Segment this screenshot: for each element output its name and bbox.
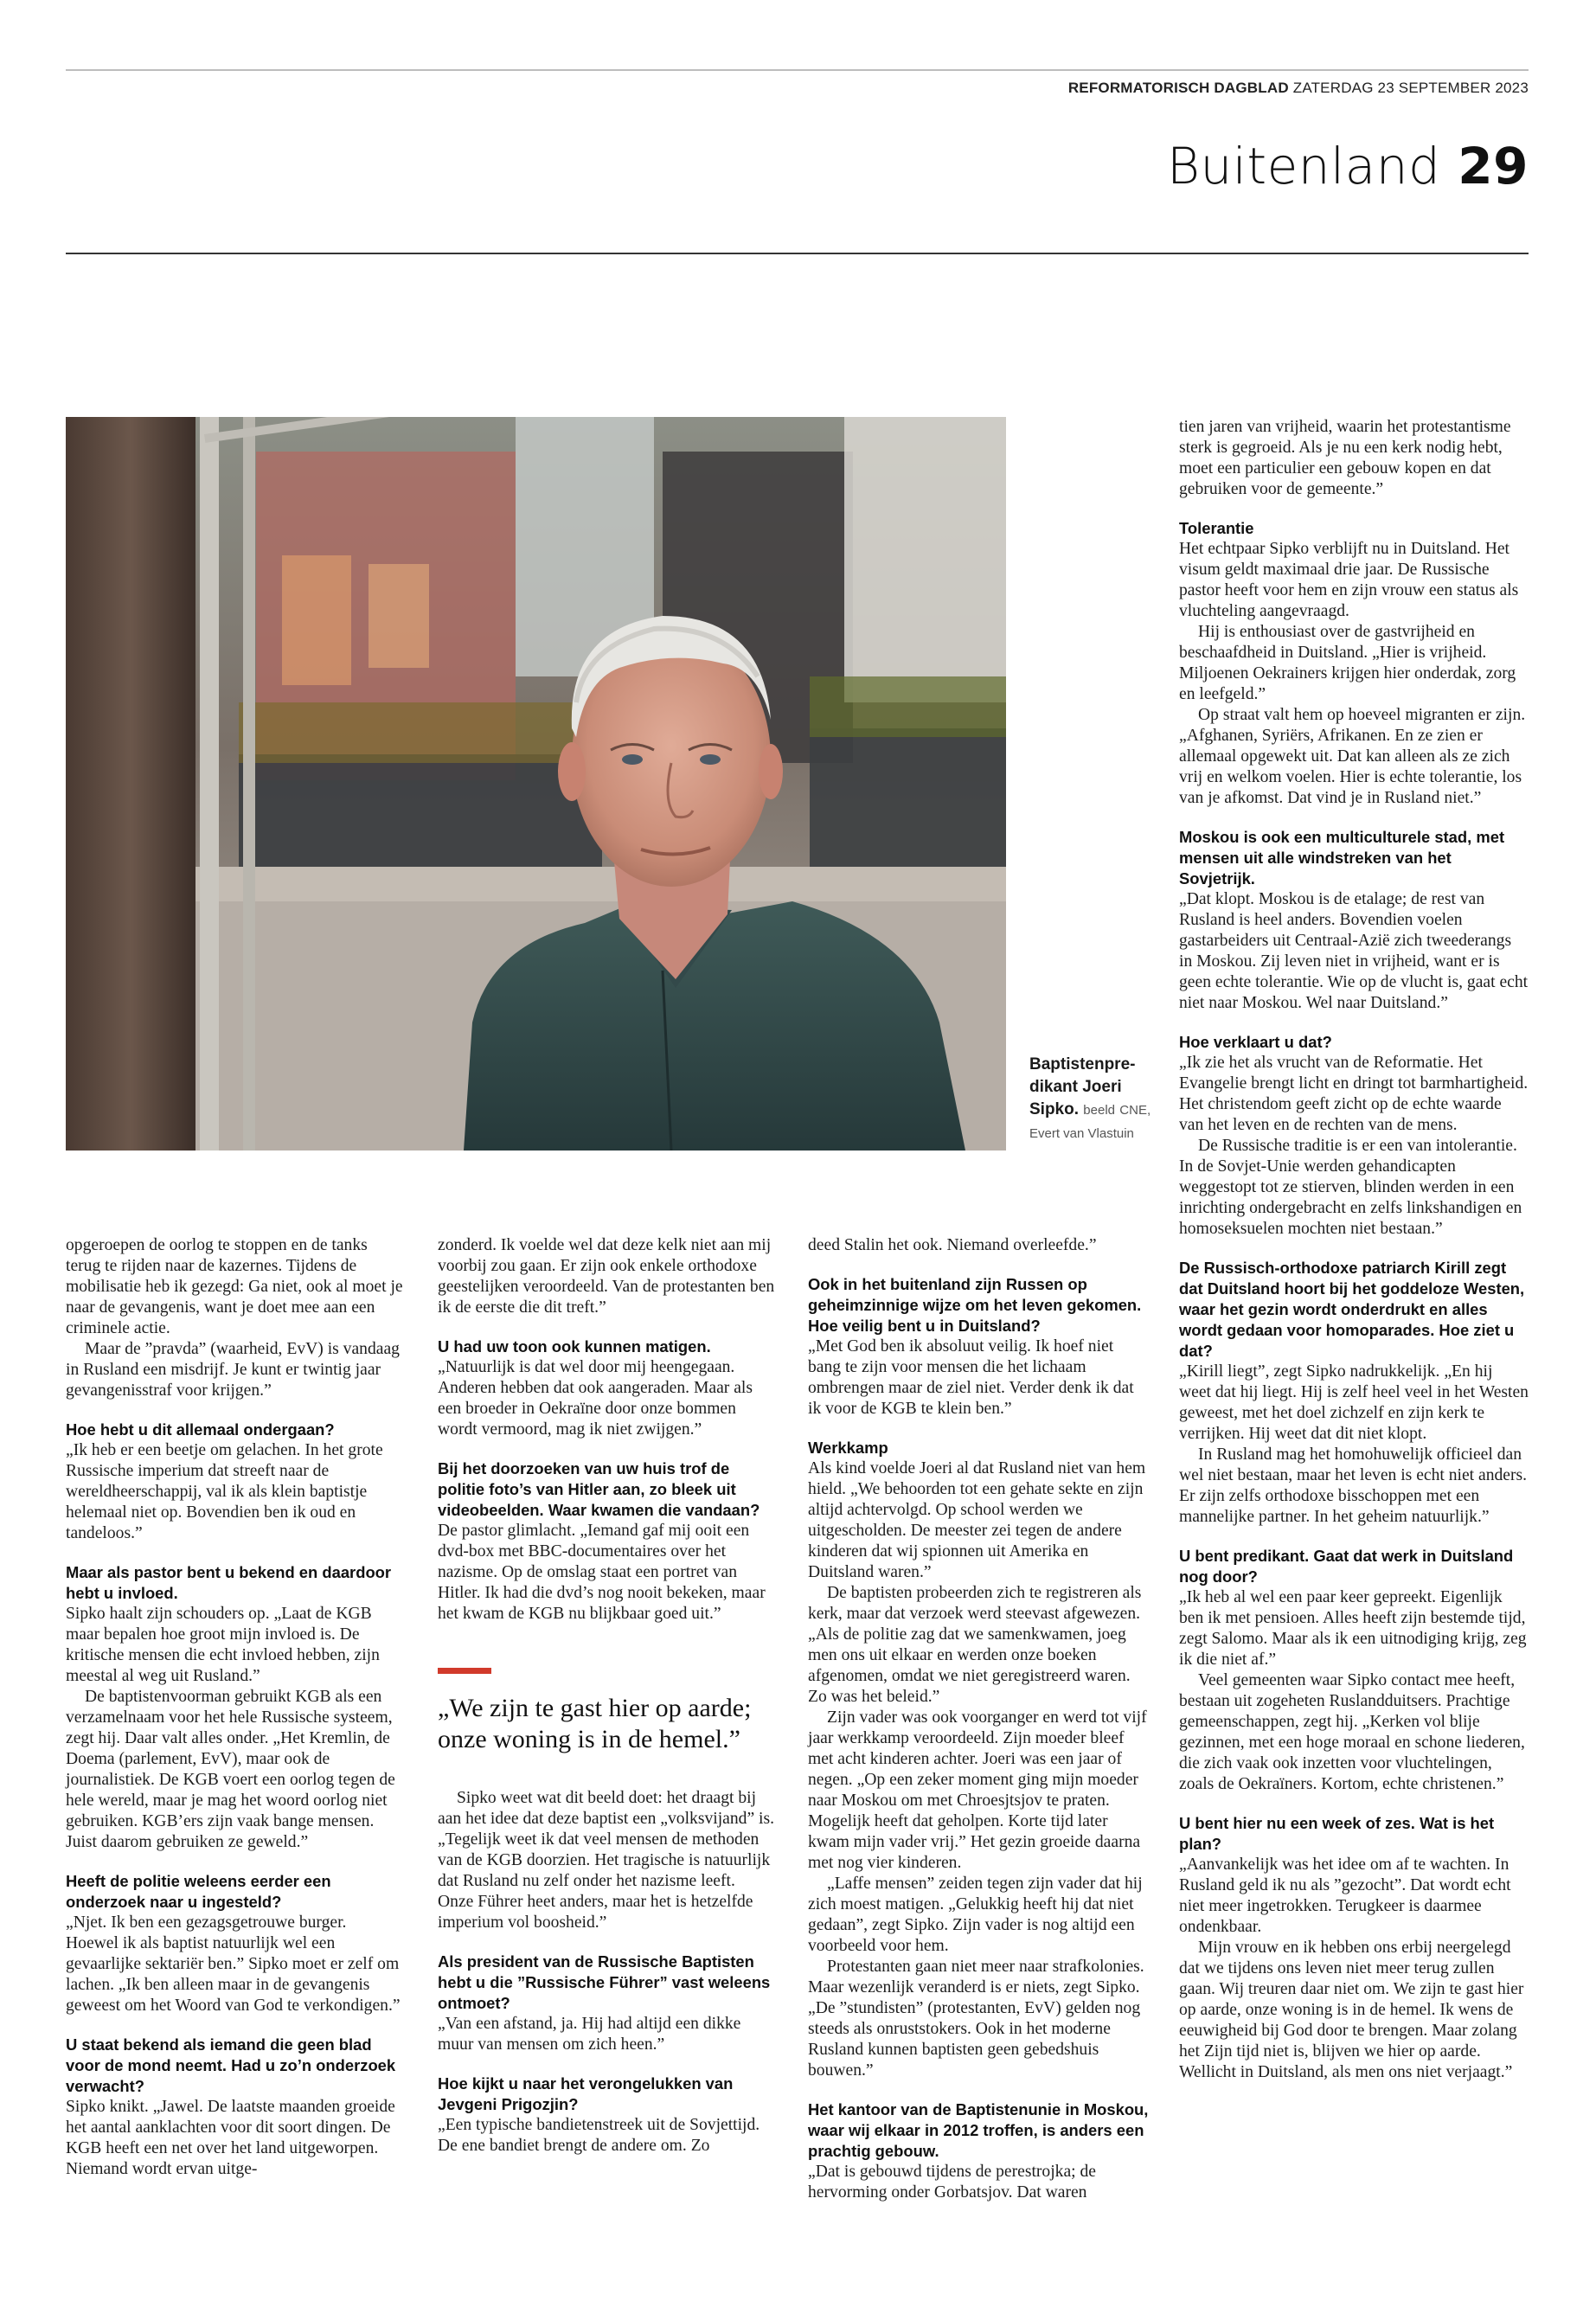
paragraph: „Met God ben ik absoluut veilig. Ik hoef niet bang te zijn voor mensen die het lichaam ombrengen maar de ziel niet. Verder denk ik dat ik voor de KGB te klein ben.” <box>808 1337 1134 1418</box>
interview-question: Ook in het buitenland zijn Russen op geheimzinnige wijze om het leven gekomen. Hoe veilig bent u in Duitsland? <box>808 1275 1142 1335</box>
top-rule <box>66 69 1529 71</box>
portrait-photo <box>66 417 1006 1150</box>
paragraph: „Natuurlijk is dat wel door mij heengegaan. Anderen hebben dat ook aangeraden. Maar als een broeder in Oekraïne door onze bommen wordt vermoord, mag ik niet zwijgen.” <box>438 1358 753 1439</box>
paragraph: De baptistenvoorman gebruikt KGB als een verzamelnaam voor het hele Russische systeem, zegt hij. Daar valt alles onder. „Het Kremlin, de Doema (parlement, EvV), maar ook de journalistiek. De KGB voert een oorlog tegen de hele wereld, maar je mag het woord oorlog niet gebruiken. KGB’ers zijn vaak bange mensen. Juist daarom gebruiken ze geweld.” <box>66 1688 395 1851</box>
paragraph: De baptisten probeerden zich te registreren als kerk, maar dat verzoek werd steevast afgewezen. „Als de politie zag dat we samenkwamen, joeg men ons uit elkaar en werden onze boeken afgenomen, omdat we niet geregistreerd waren. Zo was het beleid.” <box>808 1584 1142 1706</box>
paragraph: deed Stalin het ook. Niemand overleefde.” <box>808 1236 1097 1254</box>
photo-caption <box>1029 1054 1159 1145</box>
article-column-1 <box>66 1235 403 2180</box>
paragraph: „Kirill liegt”, zegt Sipko nadrukkelijk. „En hij weet dat hij liegt. Hij is zelf heel veel in het Westen geweest, met het doel zichzelf en zijn kerk te verrijken. Hij weet dat dit niet klopt. <box>1179 1362 1529 1443</box>
paragraph: „Aanvankelijk was het idee om af te wachten. In Rusland geld ik nu als ”gezocht”. Dat wordt echt niet meer ingetrokken. Terugkeer is daarmee ondenkbaar. <box>1179 1856 1511 1936</box>
paragraph: „Een typische bandietenstreek uit de Sovjettijd. De ene bandiet brengt de andere om. Zo <box>438 2116 760 2155</box>
interview-question: De Russisch-orthodoxe patriarch Kirill zegt dat Duitsland hoort bij het goddeloze Westen, waar het gezin wordt onderdrukt en alles wordt gedaan voor homoparades. Hoe ziet u dat? <box>1179 1259 1525 1360</box>
paragraph: Als kind voelde Joeri al dat Rusland niet van hem hield. „We behoorden tot een gehate sekte en zijn altijd achtervolgd. Op school werden we uitgescholden. De meester zei tegen de andere kinderen dat wij spionnen uit Amerika en Duitsland waren.” <box>808 1459 1146 1581</box>
paragraph: „Njet. Ik ben een gezagsgetrouwe burger. Hoewel ik als baptist natuurlijk wel een gevaarlijke sektariër ben.” Sipko moet er zelf om lachen. „Ik ben alleen maar in de gevangenis geweest om het Woord van God te verkondigen.” <box>66 1913 401 2015</box>
interview-question: Het kantoor van de Baptistenunie in Moskou, waar wij elkaar in 2012 troffen, is anders een prachtig gebouw. <box>808 2100 1149 2160</box>
paragraph: „Dat is gebouwd tijdens de perestrojka; de hervorming onder Gorbatsjov. Dat waren <box>808 2163 1096 2202</box>
interview-question: U bent predikant. Gaat dat werk in Duitsland nog door? <box>1179 1547 1514 1586</box>
interview-question: Hoe verklaart u dat? <box>1179 1033 1332 1051</box>
caption-text: Baptistenpre-dikant Joeri Sipko. <box>1029 1055 1136 1118</box>
masthead <box>1068 80 1529 97</box>
paragraph: Sipko knikt. „Jawel. De laatste maanden groeide het aantal aanklachten voor dit soort dingen. De KGB heeft een net over het land uitgeworpen. Niemand wordt ervan uitge- <box>66 2098 395 2178</box>
caption-credit-label: beeld <box>1083 1103 1115 1118</box>
paragraph: Op straat valt hem op hoeveel migranten er zijn. „Afghanen, Syriërs, Afrikanen. En ze zien er allemaal opgewekt uit. Dat kan alleen als ze zich vrij en welkom voelen. Hier is echte tolerantie, los van je afkomst. Dat vind je in Rusland niet.” <box>1179 706 1526 807</box>
article-column-4 <box>1179 417 1529 2083</box>
section-name: Buitenland <box>1167 137 1441 195</box>
caption-credit: CNE, Evert van Vlastuin <box>1029 1103 1151 1141</box>
paragraph: Mijn vrouw en ik hebben ons erbij neergelegd dat we tijdens ons leven niet meer terug zullen gaan. Wij treuren daar niet om. We zijn te gast hier op aarde, onze woning is in de hemel. Ik wens de eeuwigheid bij God door te brengen. Maar zolang het Zijn tijd niet is, blijven we hier op aarde. Wellicht in Duitsland, als men ons niet verjaagt.” <box>1179 1939 1524 2081</box>
paragraph: „Van een afstand, ja. Hij had altijd een dikke muur van mensen om zich heen.” <box>438 2015 741 2054</box>
paragraph: „Ik zie het als vrucht van de Reformatie. Het Evangelie brengt licht en dringt tot barmhartigheid. Het christendom geeft zicht op de echte waarde van het leven en de rechten van de mens. <box>1179 1054 1529 1134</box>
subheading: Tolerantie <box>1179 519 1254 537</box>
paragraph: In Rusland mag het homohuwelijk officieel dan wel niet bestaan, maar het leven is echt niet anders. Er zijn zelfs orthodoxe bisschoppen met een mannelijke partner. In het geheim natuurlijk.” <box>1179 1445 1528 1526</box>
interview-question: U had uw toon ook kunnen matigen. <box>438 1337 711 1356</box>
paragraph: Maar de ”pravda” (waarheid, EvV) is vandaag in Rusland een misdrijf. Je kunt er twintig jaar gevangenisstraf voor krijgen.” <box>66 1340 400 1400</box>
interview-question: Hoe kijkt u naar het verongelukken van Jevgeni Prigozjin? <box>438 2074 734 2113</box>
page-number: 29 <box>1458 137 1529 195</box>
interview-question: Bij het doorzoeken van uw huis trof de politie foto’s van Hitler aan, zo bleek uit videobeelden. Waar kwamen die vandaan? <box>438 1459 760 1519</box>
interview-question: U bent hier nu een week of zes. Wat is het plan? <box>1179 1814 1495 1853</box>
interview-question: Hoe hebt u dit allemaal ondergaan? <box>66 1420 335 1439</box>
paragraph: Sipko weet wat dit beeld doet: het draagt bij aan het idee dat deze baptist een „volksvijand” is. „Tegelijk weet ik dat veel mensen de methoden van de KGB doorzien. Het tragische is natuurlijk dat Rusland nu zelf onder het nazisme leeft. Onze Führer heet anders, maar het is hetzelfde imperium vol boosheid.” <box>438 1789 775 1932</box>
issue-date: ZATERDAG 23 SEPTEMBER 2023 <box>1292 80 1529 96</box>
paragraph: Hij is enthousiast over de gastvrijheid en beschaafdheid in Duitsland. „Hier is vrijheid. Miljoenen Oekrainers krijgen hier onderdak, zorg en leefgeld.” <box>1179 623 1516 703</box>
paragraph: tien jaren van vrijheid, waarin het protestantisme sterk is gegroeid. Als je nu een kerk nodig hebt, moet een particulier een gebouw kopen en dat gebruiken voor de gemeente.” <box>1179 418 1511 498</box>
interview-question: Heeft de politie weleens eerder een onderzoek naar u ingesteld? <box>66 1872 331 1911</box>
pullquote-accent-bar <box>438 1668 491 1674</box>
section-header <box>1167 137 1529 195</box>
section-rule <box>66 253 1529 254</box>
article-column-2 <box>438 1235 775 2157</box>
paragraph: De pastor glimlacht. „Iemand gaf mij ooit een dvd-box met BBC-documentaires over het nazisme. Op de omslag staat een portret van Hitler. Ik had die dvd’s nog nooit bekeken, maar het kwam de KGB nu blijkbaar goed uit.” <box>438 1522 766 1623</box>
pullquote: „We zijn te gast hier op aarde; onze woning is in de hemel.” <box>438 1694 752 1753</box>
paragraph: Sipko haalt zijn schouders op. „Laat de KGB maar bepalen hoe groot mijn invloed is. De kritische mensen die echt invloed hebben, zijn meestal al weg uit Rusland.” <box>66 1605 380 1685</box>
paragraph: Het echtpaar Sipko verblijft nu in Duitsland. Het visum geldt maximaal drie jaar. De Russische pastor heeft voor hem en zijn vrouw een status als vluchteling aangevraagd. <box>1179 540 1519 620</box>
interview-question: U staat bekend als iemand die geen blad voor de mond neemt. Had u zo’n onderzoek verwacht? <box>66 2035 396 2095</box>
interview-question: Maar als pastor bent u bekend en daardoor hebt u invloed. <box>66 1563 392 1602</box>
paragraph: zonderd. Ik voelde wel dat deze kelk niet aan mij voorbij zou gaan. Er zijn ook enkele orthodoxe geestelijken veroordeeld. Van de protestanten ben ik de eerste die dit treft.” <box>438 1236 775 1317</box>
paragraph: „Ik heb er een beetje om gelachen. In het grote Russische imperium dat streeft naar de wereldheerschappij, val ik als klein baptistje helemaal niet op. Bovendien ben ik oud en tandeloos.” <box>66 1441 383 1542</box>
interview-question: Als president van de Russische Baptisten hebt u die ”Russische Führer” vast weleens ontmoet? <box>438 1952 771 2012</box>
paragraph: De Russische traditie is er een van intolerantie. In de Sovjet-Unie werden gehandicapten weggestopt tot ze stierven, blinden werden in een inrichting ondergebracht en zelfs linkshandigen en homoseksuelen mochten niet bestaan.” <box>1179 1137 1522 1238</box>
article-column-3 <box>808 1235 1150 2203</box>
paragraph: Protestanten gaan niet meer naar strafkolonies. Maar wezenlijk veranderd is er niets, zegt Sipko. „De ”stundisten” (protestanten, EvV) gelden nog steeds als onruststokers. Ook in het moderne Rusland kunnen baptisten geen gebedshuis bouwen.” <box>808 1958 1144 2080</box>
paragraph: Veel gemeenten waar Sipko contact mee heeft, bestaan uit zogeheten Ruslandduitsers. Prachtige gemeenschappen, zegt hij. „Kerken vol blije gezinnen, met een hoge moraal en schone liederen, die zich vaak ook inzetten voor vluchtelingen, zoals de Oekraïners. Kortom, echte christenen.” <box>1179 1671 1525 1793</box>
interview-question: Moskou is ook een multiculturele stad, met mensen uit alle windstreken van het Sovjetrijk. <box>1179 828 1505 888</box>
newspaper-name: REFORMATORISCH DAGBLAD <box>1067 80 1289 96</box>
paragraph: „Ik heb al wel een paar keer gepreekt. Eigenlijk ben ik met pensioen. Alles heeft zijn bestemde tijd, zegt Salomo. Maar als ik een uitnodiging krijg, zeg ik die niet af.” <box>1179 1588 1527 1669</box>
paragraph: Zijn vader was ook voorganger en werd tot vijf jaar werkkamp veroordeeld. Zijn moeder bleef met acht kinderen achter. Joeri was een jaar of negen. „Op een zeker moment ging mijn moeder naar Moskou om met Chroesjtsjov te praten. Mogelijk heeft dat geholpen. Korte tijd later kwam mijn vader vrij.” Het gezin groeide daarna met nog vier kinderen. <box>808 1708 1147 1872</box>
paragraph: „Laffe mensen” zeiden tegen zijn vader dat hij zich moest matigen. „Gelukkig heeft hij dat niet gedaan”, zegt Sipko. Zijn vader is nog altijd een voorbeeld voor hem. <box>808 1875 1143 1955</box>
paragraph: „Dat klopt. Moskou is de etalage; de rest van Rusland is heel anders. Bovendien voelen gastarbeiders uit Centraal-Azië zich tweederangs in Moskou. Zij leven niet in vrijheid, want er is geen echte tolerantie. Wie op de vlucht is, gaat echt niet naar Moskou. Wel naar Duitsland.” <box>1179 890 1529 1012</box>
subheading: Werkkamp <box>808 1439 888 1457</box>
paragraph: opgeroepen de oorlog te stoppen en de tanks terug te rijden naar de kazernes. Tijdens de mobilisatie heb ik gezegd: Ga niet, ook al moet je naar de gevangenis, want je doet mee aan een criminele actie. <box>66 1236 403 1337</box>
